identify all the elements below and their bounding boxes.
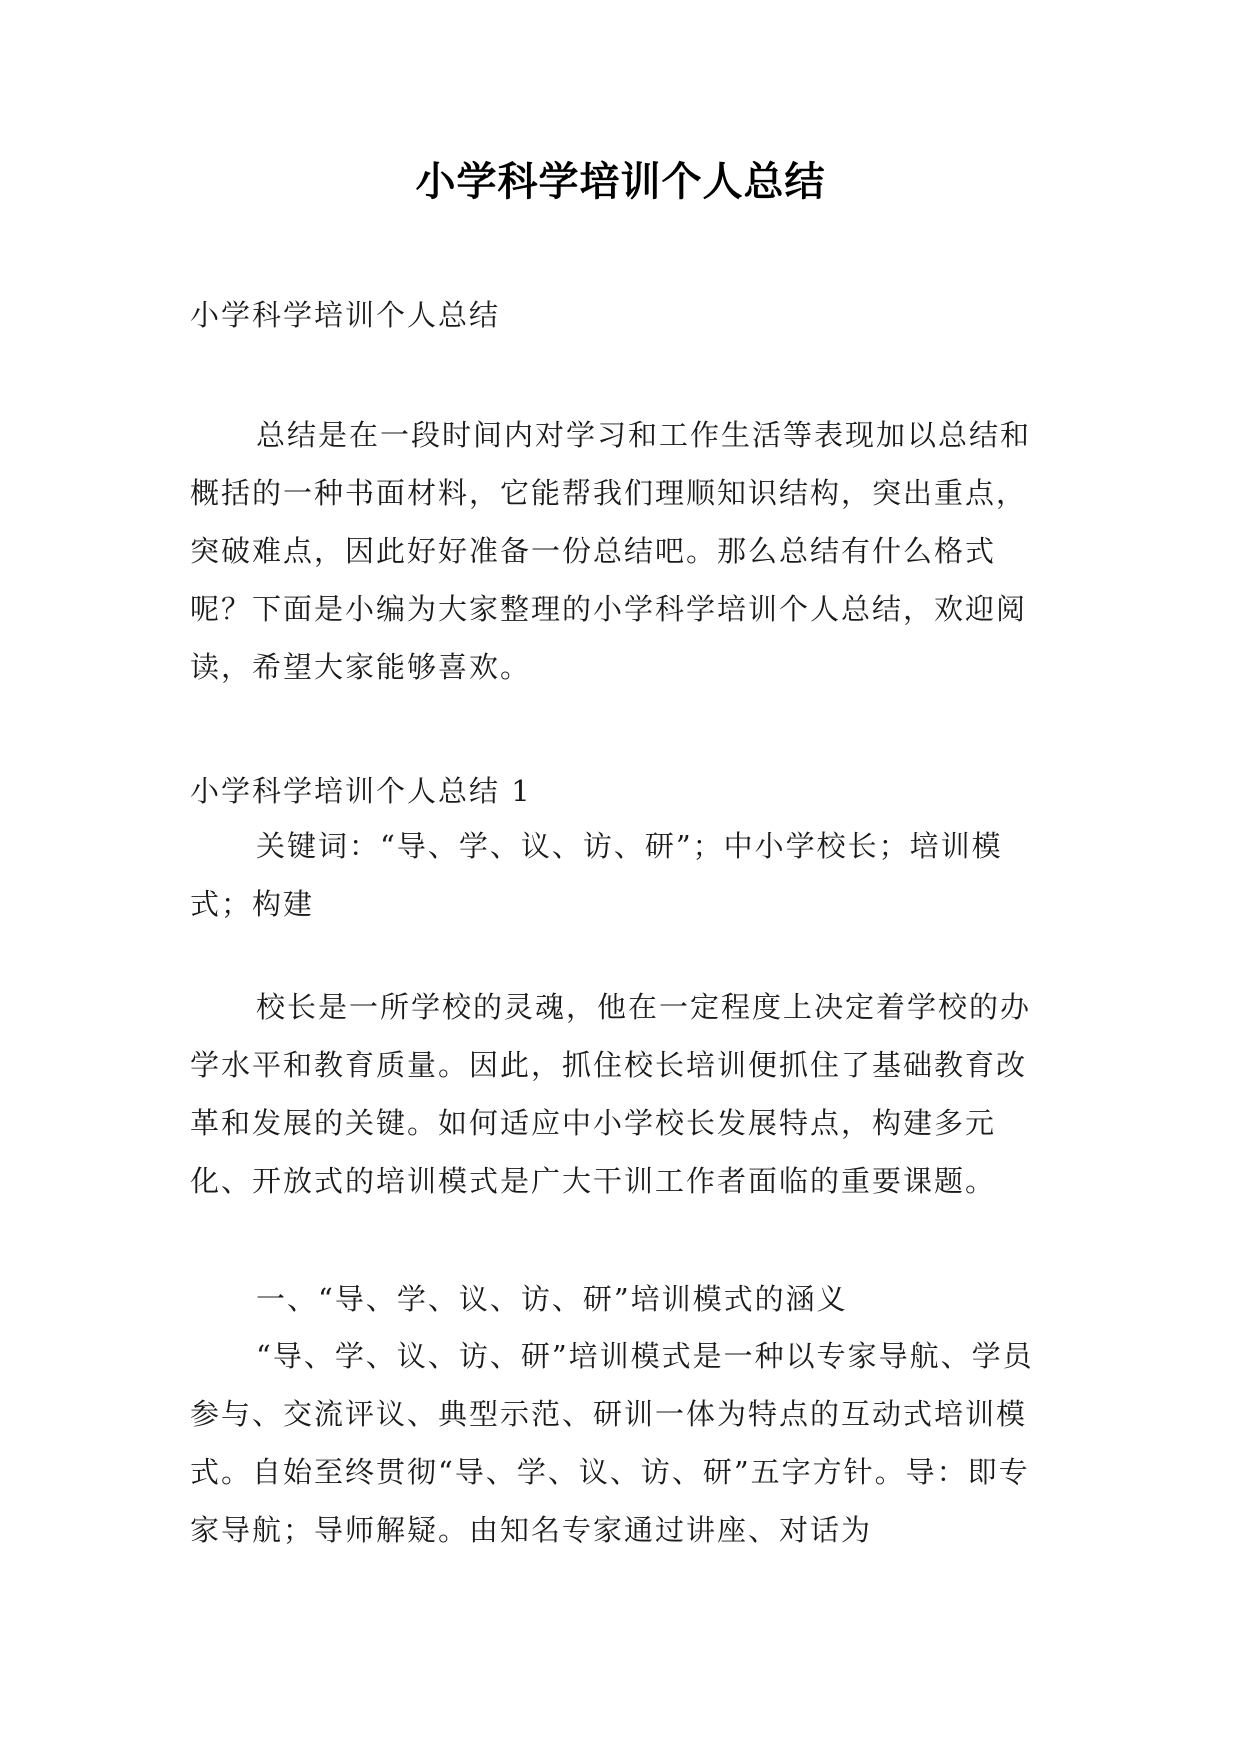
section-heading-1: 一、“导、学、议、访、研”培训模式的涵义 [256,1282,848,1316]
document-subtitle: 小学科学培训个人总结 [190,298,501,332]
keywords-paragraph: 关键词：“导、学、议、访、研”；中小学校长；培训模式；构建 [190,829,1003,921]
intro-paragraph: 总结是在一段时间内对学习和工作生活等表现加以总结和概括的一种书面材料，它能帮我们理顺知识结构，突出重点，突破难点，因此好好准备一份总结吧。那么总结有什么格式呢？下面是小编为大家整理的小学科学培训个人总结，欢迎阅读，希望大家能够喜欢。 [190,418,1032,684]
body-paragraph-2: “导、学、议、访、研”培训模式是一种以专家导航、学员参与、交流评议、典型示范、研训一体为特点的互动式培训模式。自始至终贯彻“导、学、议、访、研”五字方针。导：即专家导航；导师解疑。由知名专家通过讲座、对话为 [190,1339,1034,1547]
body-paragraph-1: 校长是一所学校的灵魂，他在一定程度上决定着学校的办学水平和教育质量。因此，抓住校长培训便抓住了基础教育改革和发展的关键。如何适应中小学校长发展特点，构建多元化、开放式的培训模式是广大干训工作者面临的重要课题。 [190,990,1032,1198]
section-title: 小学科学培训个人总结 1 [190,774,532,808]
document-title: 小学科学培训个人总结 [415,158,826,205]
